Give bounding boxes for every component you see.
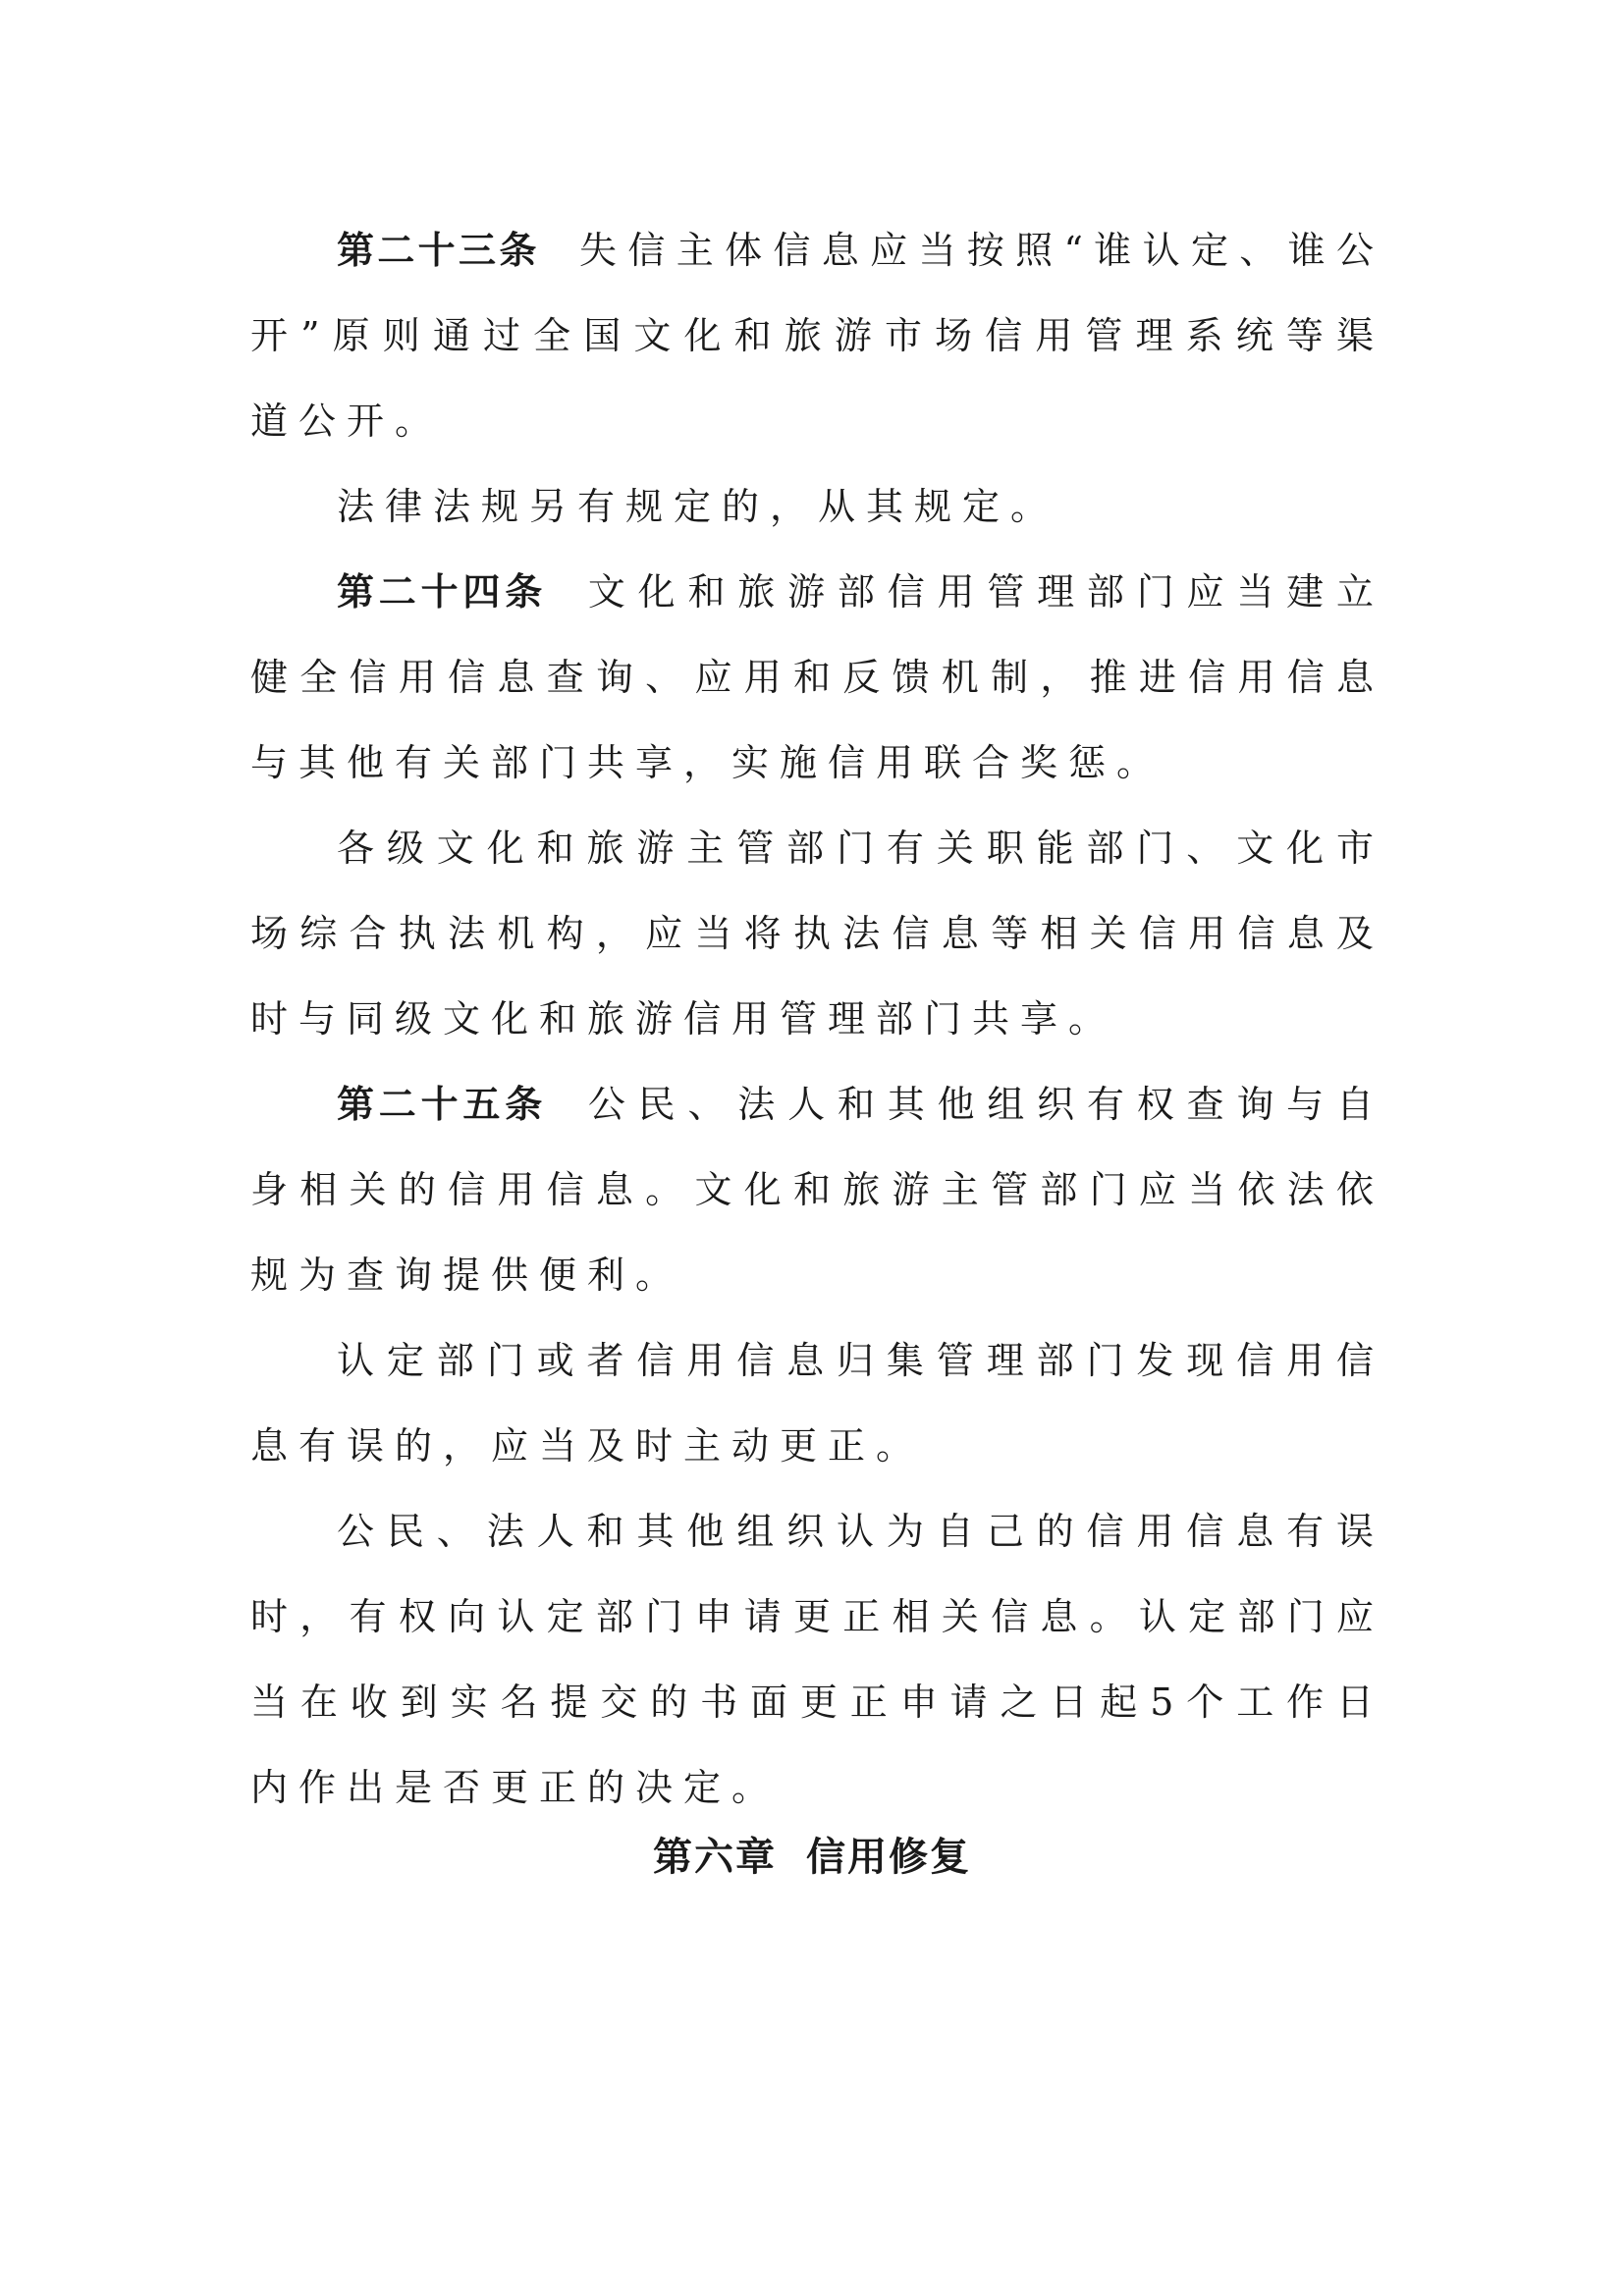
article-heading: 第二十四条 [337,570,548,614]
article-heading: 第二十五条 [337,1083,548,1126]
paragraph-article-25 [250,1062,1384,1318]
paragraph-text: 文化和旅游部信用管理部门应当建立健全信用信息查询、应用和反馈机制，推进信用信息与其他有关部门共享，实施信用联合奖惩。 [250,570,1384,784]
chapter-number: 第六章 [653,1835,777,1880]
chapter-heading [0,1826,1624,1882]
paragraph-text: 法律法规另有规定的，从其规定。 [337,485,1059,528]
paragraph [250,464,1384,550]
document-body [250,208,1384,1831]
paragraph [250,1489,1384,1831]
paragraph-text: 各级文化和旅游主管部门有关职能部门、文化市场综合执法机构，应当将执法信息等相关信用信息及时与同级文化和旅游信用管理部门共享。 [250,827,1384,1041]
article-heading: 第二十三条 [337,229,540,272]
paragraph-article-23 [250,208,1384,464]
paragraph-text: 失信主体信息应当按照“谁认定、谁公开”原则通过全国文化和旅游市场信用管理系统等渠道公开。 [250,229,1384,443]
paragraph [250,1318,1384,1489]
paragraph [250,806,1384,1062]
paragraph-text: 公民、法人和其他组织有权查询与自身相关的信用信息。文化和旅游主管部门应当依法依规为查询提供便利。 [250,1083,1384,1297]
paragraph-text: 认定部门或者信用信息归集管理部门发现信用信息有误的，应当及时主动更正。 [250,1339,1384,1468]
chapter-title: 信用修复 [806,1835,971,1880]
paragraph-article-24 [250,550,1384,806]
paragraph-text: 公民、法人和其他组织认为自己的信用信息有误时，有权向认定部门申请更正相关信息。认定部门应当在收到实名提交的书面更正申请之日起5个工作日内作出是否更正的决定。 [250,1510,1384,1809]
